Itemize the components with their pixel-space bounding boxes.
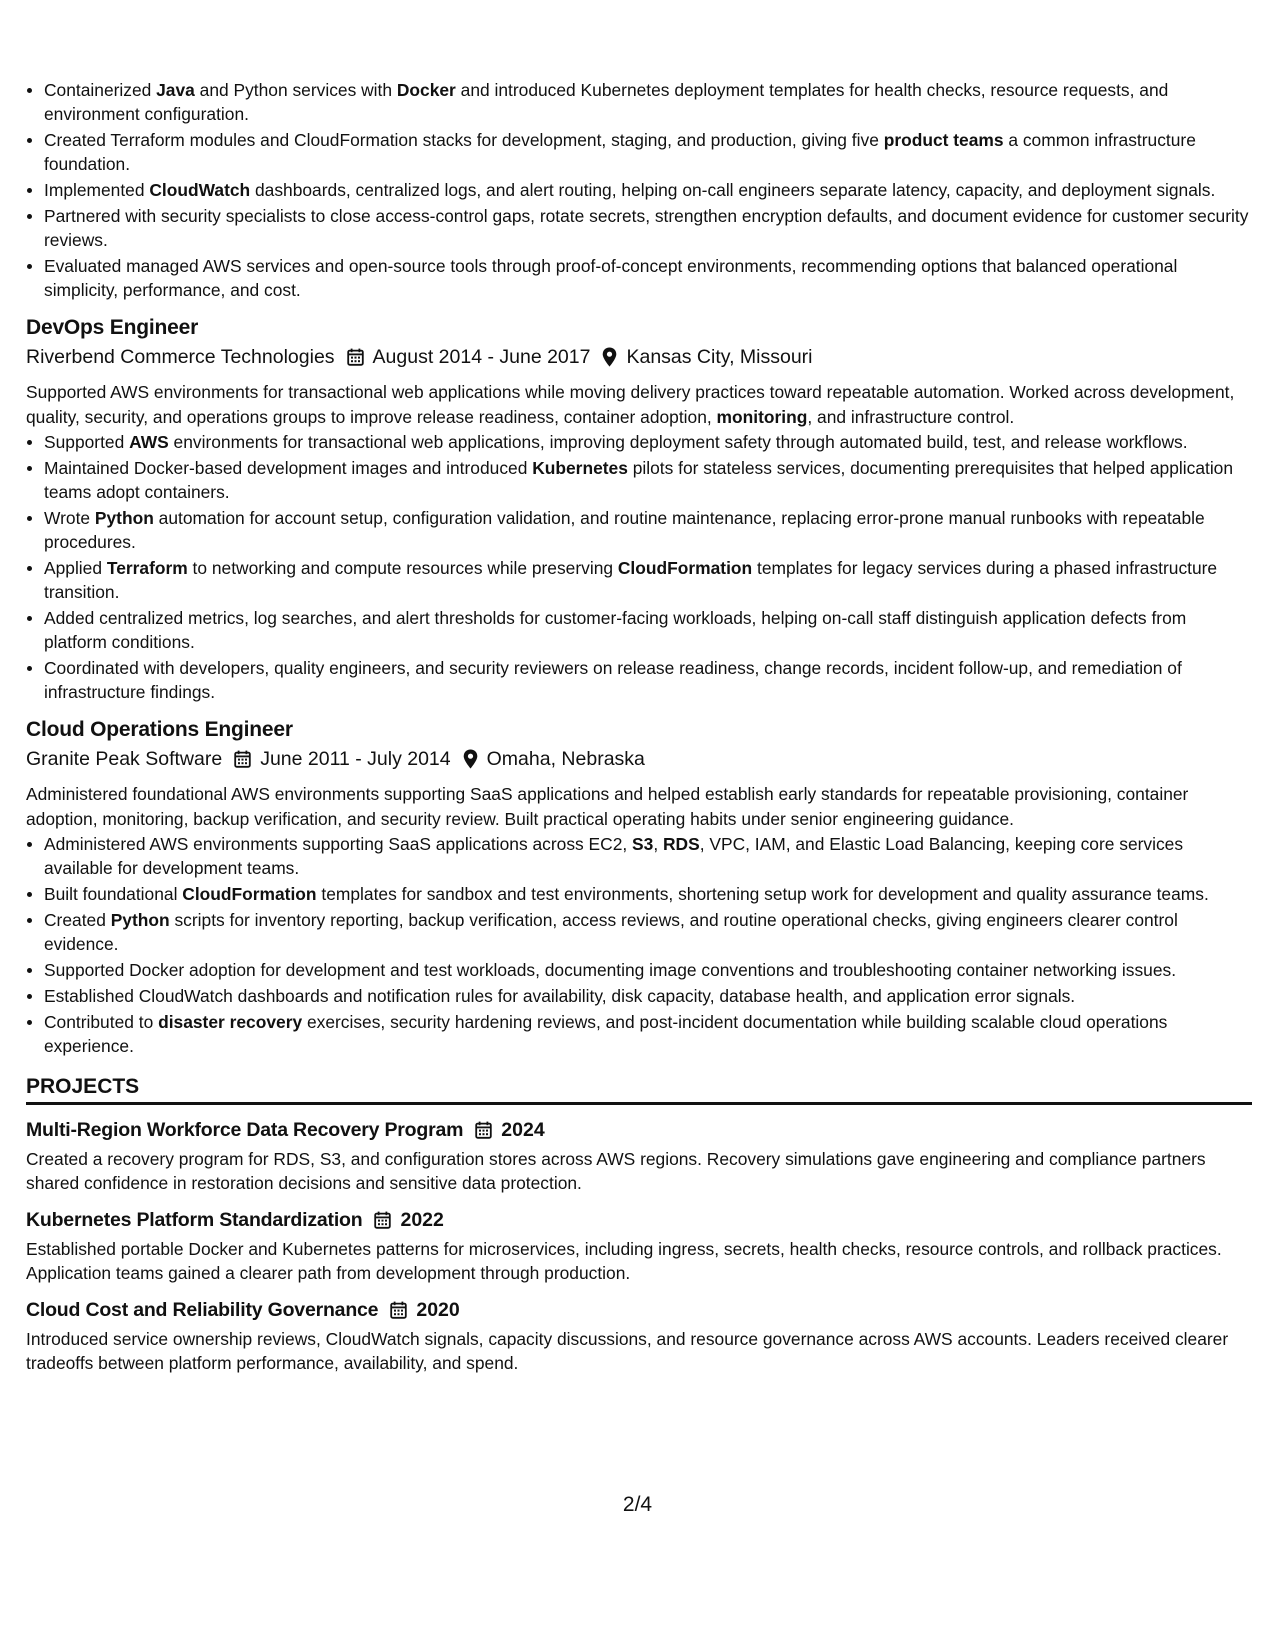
text-segment: dashboards, centralized logs, and alert routing, helping on-call engineers separate latency, capacity, and deployment signals.	[250, 180, 1216, 200]
text-segment: pilots for stateless services, documenting prerequisites that helped application teams adopt containers.	[44, 458, 1234, 502]
job-entry	[26, 314, 1252, 704]
job-title: DevOps Engineer	[26, 316, 199, 339]
job-location: Kansas City, Missouri	[626, 346, 813, 368]
job-summary	[26, 380, 1252, 430]
bullet-item	[26, 506, 1252, 554]
bold-keyword: CloudFormation	[617, 558, 753, 578]
text-segment: Maintained Docker-based development images and introduced	[44, 458, 533, 478]
experience-section	[26, 314, 1252, 1058]
job-bullet-list	[26, 832, 1252, 1058]
text-segment: Added centralized metrics, log searches, and alert thresholds for customer-facing workloads, helping on-call staff distinguish application defects from platform conditions.	[44, 608, 1187, 652]
text-segment: Supported	[44, 432, 130, 452]
project-header	[26, 1295, 1252, 1325]
bold-keyword: Terraform	[106, 558, 188, 578]
bullet-item	[26, 430, 1252, 454]
bold-keyword: CloudFormation	[182, 884, 317, 904]
text-segment: scripts for inventory reporting, backup verification, access reviews, and routine operational checks, giving engineers clearer control evidence.	[44, 910, 1178, 954]
text-segment: Wrote	[44, 508, 95, 528]
text-segment: Partnered with security specialists to close access-control gaps, rotate secrets, strengthen encryption defaults, and document evidence for customer security reviews.	[44, 206, 1249, 250]
text-segment: a common infrastructure foundation.	[44, 130, 1196, 174]
text-segment: Supported Docker adoption for development and test workloads, documenting image conventions and troubleshooting container networking issues.	[44, 960, 1177, 980]
text-segment: and introduced Kubernetes deployment templates for health checks, resource requests, and environment configuration.	[44, 80, 1169, 124]
company-name: Granite Peak Software	[26, 748, 223, 770]
project-entry	[26, 1205, 1252, 1285]
company-name: Riverbend Commerce Technologies	[26, 346, 335, 368]
job-summary	[26, 782, 1252, 832]
text-segment: Established CloudWatch dashboards and notification rules for availability, disk capacity, database health, and application error signals.	[44, 986, 1076, 1006]
text-segment: Built foundational	[44, 884, 183, 904]
projects-list	[26, 1115, 1252, 1375]
text-segment: Administered AWS environments supporting SaaS applications across EC2,	[44, 834, 633, 854]
bullet-item	[26, 984, 1252, 1008]
project-description: Introduced service ownership reviews, CloudWatch signals, capacity discussions, and resource governance across AWS accounts. Leaders received clearer tradeoffs between platform performance, availability, and spend.	[26, 1329, 1229, 1373]
projects-heading: PROJECTS	[26, 1072, 1252, 1105]
bullet-item	[26, 1010, 1252, 1058]
project-year: 2024	[501, 1119, 545, 1141]
calendar-icon	[234, 750, 251, 768]
calendar-icon	[347, 348, 364, 366]
project-entry	[26, 1115, 1252, 1195]
job-entry	[26, 716, 1252, 1058]
text-segment: templates for sandbox and test environments, shortening setup work for development and quality assurance teams.	[316, 884, 1209, 904]
bold-keyword: Python	[94, 508, 154, 528]
bold-keyword: S3	[632, 834, 654, 854]
bold-keyword: disaster recovery	[158, 1012, 303, 1032]
calendar-icon	[475, 1121, 492, 1139]
text-segment: templates for legacy services during a phased infrastructure transition.	[44, 558, 1218, 602]
page-number: 2/4	[622, 1493, 653, 1516]
calendar-icon	[374, 1211, 391, 1229]
bullet-item	[26, 606, 1252, 654]
experience-bullet-list	[26, 78, 1252, 302]
text-segment: Containerized	[44, 80, 157, 100]
bullet-item	[26, 958, 1252, 982]
bold-keyword: Python	[110, 910, 170, 930]
bullet-item	[26, 254, 1252, 302]
bullet-item	[26, 204, 1252, 252]
text-segment: and Python services with	[194, 80, 397, 100]
text-segment: Supported AWS environments for transactional web applications while moving delivery practices toward repeatable automation. Worked across development, quality, security, and operations groups to improve release readiness, container adoption,	[26, 382, 1235, 427]
bold-keyword: Docker	[396, 80, 456, 100]
bold-keyword: product teams	[883, 130, 1004, 150]
project-name: Multi-Region Workforce Data Recovery Program	[26, 1119, 464, 1141]
bullet-item	[26, 832, 1252, 880]
map-pin-icon	[602, 347, 617, 367]
project-year: 2022	[400, 1209, 444, 1231]
bullet-item	[26, 656, 1252, 704]
bold-keyword: RDS	[662, 834, 700, 854]
text-segment: to networking and compute resources while preserving	[187, 558, 618, 578]
text-segment: automation for account setup, configuration validation, and routine maintenance, replacing error-prone manual runbooks with repeatable procedures.	[44, 508, 1205, 552]
text-segment: , and infrastructure control.	[807, 407, 1015, 427]
text-segment: exercises, security hardening reviews, and post-incident documentation while building scalable cloud operations experience.	[44, 1012, 1168, 1056]
text-segment: Contributed to	[44, 1012, 159, 1032]
project-header	[26, 1115, 1252, 1145]
bold-keyword: CloudWatch	[149, 180, 251, 200]
text-segment: ,	[653, 834, 663, 854]
text-segment: Coordinated with developers, quality engineers, and security reviewers on release readiness, change records, incident follow-up, and remediation of infrastructure findings.	[44, 658, 1182, 702]
project-description: Created a recovery program for RDS, S3, and configuration stores across AWS regions. Recovery simulations gave engineering and compliance partners shared confidence in restoration decisions and sensitive data protection.	[26, 1149, 1206, 1193]
bullet-item	[26, 178, 1252, 202]
bullet-item	[26, 556, 1252, 604]
bullet-item	[26, 882, 1252, 906]
job-location: Omaha, Nebraska	[486, 748, 645, 770]
bold-keyword: Java	[156, 80, 195, 100]
bullet-item	[26, 78, 1252, 126]
text-segment: environments for transactional web applications, improving deployment safety through automated build, test, and release workflows.	[168, 432, 1188, 452]
text-segment: Created Terraform modules and CloudFormation stacks for development, staging, and production, giving five	[44, 130, 884, 150]
text-segment: Applied	[44, 558, 107, 578]
bullet-item	[26, 128, 1252, 176]
project-header	[26, 1205, 1252, 1235]
bold-keyword: monitoring	[716, 407, 808, 427]
project-name: Kubernetes Platform Standardization	[26, 1209, 363, 1231]
project-year: 2020	[416, 1299, 460, 1321]
job-meta	[26, 342, 1252, 372]
project-entry	[26, 1295, 1252, 1375]
project-name: Cloud Cost and Reliability Governance	[26, 1299, 379, 1321]
bold-keyword: Kubernetes	[532, 458, 628, 478]
job-bullet-list	[26, 430, 1252, 704]
resume-page	[26, 78, 1252, 1375]
calendar-icon	[390, 1301, 407, 1319]
project-description: Established portable Docker and Kubernetes patterns for microservices, including ingress, secrets, health checks, resource controls, and rollback practices. Application teams gained a clearer path from development through production.	[26, 1239, 1222, 1283]
text-segment: , VPC, IAM, and Elastic Load Balancing, keeping core services available for development teams.	[44, 834, 1184, 878]
text-segment: Implemented	[44, 180, 150, 200]
text-segment: Evaluated managed AWS services and open-source tools through proof-of-concept environments, recommending options that balanced operational simplicity, performance, and cost.	[44, 256, 1178, 300]
bullet-item	[26, 456, 1252, 504]
job-meta	[26, 744, 1252, 774]
text-segment: Administered foundational AWS environments supporting SaaS applications and helped establish early standards for repeatable provisioning, container adoption, monitoring, backup verification, and security review. Built practical operating habits under senior engineering guidance.	[26, 784, 1189, 829]
job-dates: August 2014 - June 2017	[372, 346, 591, 368]
job-dates: June 2011 - July 2014	[260, 748, 451, 770]
bold-keyword: AWS	[129, 432, 169, 452]
job-title: Cloud Operations Engineer	[26, 718, 293, 741]
bullet-item	[26, 908, 1252, 956]
text-segment: Created	[44, 910, 111, 930]
map-pin-icon	[463, 749, 478, 769]
